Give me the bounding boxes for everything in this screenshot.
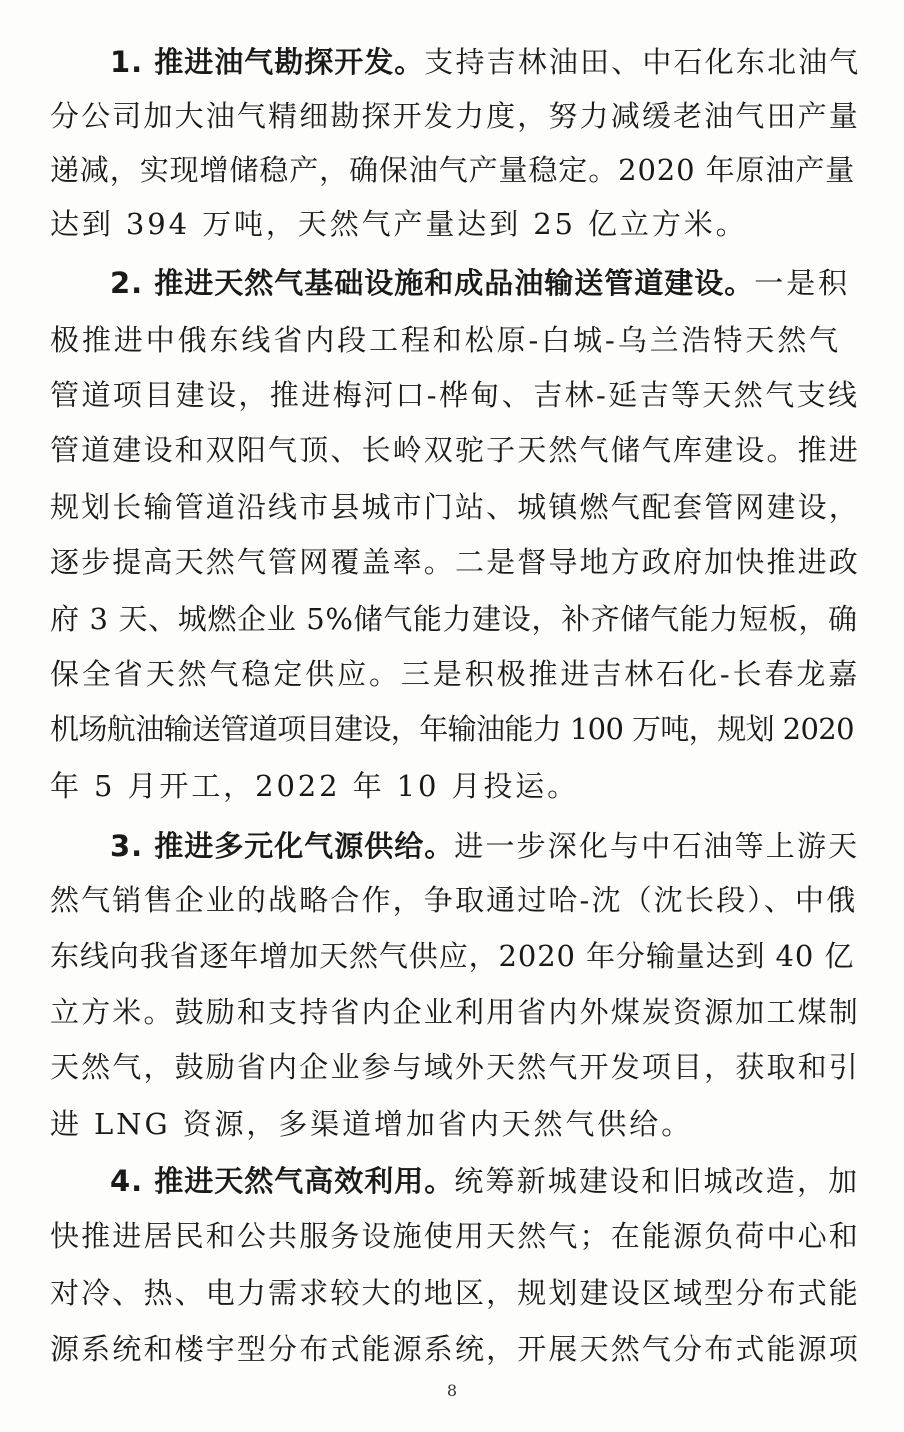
- paragraph-1-line-3: 递减，实现增储稳产，确保油气产量稳定。2020 年原油产量: [50, 153, 856, 187]
- paragraph-3-line-2: 然气销售企业的战略合作，争取通过哈-沈（沈长段）、中俄: [50, 883, 858, 917]
- paragraph-2-line-4: 管道建设和双阳气顶、长岭双驼子天然气储气库建设。推进: [50, 433, 860, 467]
- paragraph-2-text: 一是积: [754, 266, 850, 300]
- paragraph-3-line-6: 进 LNG 资源，多渠道增加省内天然气供给。: [50, 1107, 694, 1141]
- paragraph-1-text: 支持吉林油田、中石化东北油气: [424, 45, 861, 79]
- paragraph-2-line-9: 机场航油输送管道项目建设，年输油能力 100 万吨，规划 2020: [50, 712, 855, 746]
- paragraph-4-line-3: 对冷、热、电力需求较大的地区，规划建设区域型分布式能: [50, 1276, 860, 1310]
- paragraph-4-line-2: 快推进居民和公共服务设施使用天然气；在能源负荷中心和: [50, 1219, 860, 1253]
- paragraph-4-line-4: 源系统和楼宇型分布式能源系统，开展天然气分布式能源项: [50, 1332, 860, 1366]
- paragraph-4-text: 统筹新城建设和旧城改造，加: [454, 1164, 860, 1198]
- page-number: 8: [446, 1381, 458, 1400]
- paragraph-2-line-8: 保全省天然气稳定供应。三是积极推进吉林石化-长春龙嘉: [50, 657, 861, 691]
- paragraph-2-heading: 2. 推进天然气基础设施和成品油输送管道建设。: [110, 266, 755, 300]
- paragraph-1-line-1: [110, 42, 860, 82]
- paragraph-2-line-1: [110, 263, 860, 303]
- paragraph-3-heading: 3. 推进多元化气源供给。: [110, 829, 455, 863]
- paragraph-2-line-6: 逐步提高天然气管网覆盖率。二是督导地方政府加快推进政: [50, 545, 860, 579]
- paragraph-2-line-10: 年 5 月开工，2022 年 10 月投运。: [50, 769, 580, 803]
- paragraph-2-line-3: 管道项目建设，推进梅河口-桦甸、吉林-延吉等天然气支线: [50, 378, 860, 412]
- paragraph-3-line-5: 天然气，鼓励省内企业参与域外天然气开发项目，获取和引: [50, 1050, 860, 1084]
- paragraph-2-line-5: 规划长输管道沿线市县城市门站、城镇燃气配套管网建设，: [50, 490, 860, 524]
- paragraph-1-heading: 1. 推进油气勘探开发。: [110, 45, 425, 79]
- paragraph-3-line-3: 东线向我省逐年增加天然气供应，2020 年分输量达到 40 亿: [50, 939, 855, 973]
- paragraph-4-heading: 4. 推进天然气高效利用。: [110, 1164, 455, 1198]
- paragraph-2-line-2: 极推进中俄东线省内段工程和松原-白城-乌兰浩特天然气: [50, 323, 841, 357]
- paragraph-4-line-1: [110, 1161, 860, 1201]
- paragraph-3-text: 进一步深化与中石油等上游天: [454, 829, 860, 863]
- paragraph-1-line-2: 分公司加大油气精细勘探开发力度，努力减缓老油气田产量: [50, 99, 860, 133]
- paragraph-2-line-7: 府 3 天、城燃企业 5%储气能力建设，补齐储气能力短板，确: [50, 602, 858, 636]
- paragraph-3-line-4: 立方米。鼓励和支持省内企业利用省内外煤炭资源加工煤制: [50, 995, 860, 1029]
- paragraph-1-line-4: 达到 394 万吨，天然气产量达到 25 亿立方米。: [50, 207, 748, 241]
- paragraph-3-line-1: [110, 826, 860, 866]
